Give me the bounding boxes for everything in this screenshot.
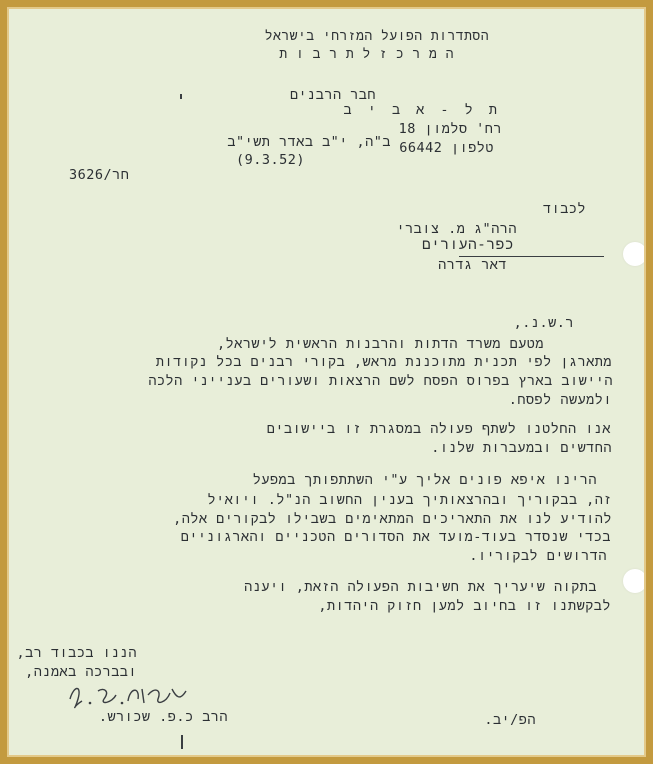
ink-dot xyxy=(180,94,182,99)
recipient-place: כפר-העורים xyxy=(421,237,514,253)
typed-signature: הרב כ.פ. שכורש. xyxy=(98,709,228,725)
letterhead-department: ה מ ר כ ז ל ת ר ב ו ת xyxy=(279,47,454,62)
date-gregorian: (9.3.52) xyxy=(235,152,305,168)
address-phone: טלפון 66442 xyxy=(399,140,494,156)
letterhead-organization: הסתדרות הפועל המזרחי בישראל xyxy=(264,29,489,44)
body-p1-line3: היישוב בארץ בפרוס הפסח לשם הרצאות ושעורים בענייני הלכה xyxy=(148,373,613,389)
body-p3-line1: הרינו איפא פונים אליך ע"י השתתפותך במפעל xyxy=(252,472,597,488)
body-p4-line2: לבקשתנו זו בחיוב למען חזוק היהדות, xyxy=(318,598,611,614)
body-p3-line4: בכדי שנסדר בעוד-מועד את הסדורים הטכניים והארגוניים xyxy=(180,529,611,545)
body-p2-line1: אנו החלטנו לשתף פעולה במסגרת זו ביישובים xyxy=(266,421,611,437)
body-p2-line2: החדשים ובמעברות שלנו. xyxy=(431,440,612,456)
body-p3-line5: הדרושים לבקוריו. xyxy=(469,548,607,564)
body-p4-line1: בתקוה שיעריך את חשיבות הפעולה הזאת, ויענה xyxy=(244,579,597,595)
closing-line2: ובברכה באמנה, xyxy=(25,664,137,680)
date-hebrew: ב"ה, י"ב באדר תשי"ב xyxy=(227,134,391,150)
recipient-post: דאר גדרה xyxy=(438,257,507,273)
body-p3-line3: להודיע לנו את התאריכים המתאימים בשבילו לבקורים אלה, xyxy=(173,511,612,527)
greeting: ר.ש.נ., xyxy=(513,315,574,331)
body-p1-line4: ולמעשה לפסח. xyxy=(508,392,612,408)
body-p1-line2: מתארגן לפי תכנית מתוכננת מראש, בקורי רבנים בכל נקודות xyxy=(155,354,612,370)
letter-page xyxy=(9,9,644,755)
pen-mark xyxy=(181,735,183,749)
closing-line1: הננו בכבוד רב, xyxy=(16,645,137,661)
address-city: ת ל - א ב י ב xyxy=(343,102,501,118)
initials-reference: הפ/יב. xyxy=(484,712,536,728)
recipient-name: הרה"ג מ. צוברי xyxy=(396,221,517,237)
punch-hole-bottom xyxy=(623,569,644,593)
recipient-salutation: לכבוד xyxy=(543,201,587,217)
body-p1-line1: מטעם משרד הדתות והרבנות הראשית לישראל, xyxy=(216,336,544,352)
reference-number: 3626/חר xyxy=(69,167,130,183)
address-street: רח' סלמון 18 xyxy=(398,121,502,137)
punch-hole-top xyxy=(623,242,644,266)
letterhead-subdept: חבר הרבנים xyxy=(289,87,376,103)
body-p3-line2: זה, בבקוריך ובהרצאותיך בענין החשוב הנ"ל. ויואיל xyxy=(207,492,612,508)
handwritten-signature xyxy=(64,677,194,713)
